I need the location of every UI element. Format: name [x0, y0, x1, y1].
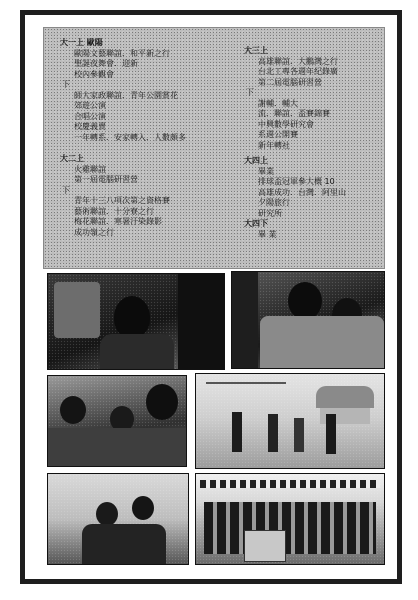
photo-group-outdoor [47, 375, 187, 467]
dark-background [178, 274, 224, 369]
activity-line: 夕陽旅行 [258, 198, 290, 207]
person-standing [294, 418, 304, 452]
activity-line: 青年十三八項次第之資格賽 [74, 196, 170, 205]
activity-line: 畢業 [258, 166, 274, 176]
activity-line: 流．聯誼．盃賽錦賽 [258, 109, 330, 118]
yearbook-page [20, 10, 402, 584]
students-bodies [260, 316, 384, 368]
year-heading: 大四上 [244, 156, 268, 165]
activity-line: 高雄成功．台灣．阿里山 [258, 187, 346, 197]
students-bodies [82, 524, 166, 564]
year-heading: 大二上 [60, 154, 84, 163]
student-head [96, 502, 118, 526]
activity-line: 合唱公演 [74, 111, 106, 121]
banner-strip [200, 480, 380, 488]
column-right-top [244, 46, 380, 151]
year-heading: 大四下 [244, 219, 268, 228]
activity-line: 師大家政聯誼．青年公園賞花 [74, 90, 178, 100]
photo-two-students [47, 473, 189, 565]
lab-equipment [54, 282, 100, 338]
student-head [132, 496, 154, 520]
activity-line: 成功嶺之行 [74, 227, 114, 237]
year-heading: 大三上 [244, 46, 268, 55]
activity-line: 下 [62, 80, 70, 89]
activity-line: 中興數學研究會 [258, 119, 314, 129]
column-left-top [60, 38, 220, 143]
student-body [100, 334, 174, 370]
activity-line: 高雄聯誼．大鵬灣之行 [258, 56, 338, 66]
activity-line: 第一屆電腦研習營 [74, 175, 138, 184]
activity-line: 梅花聯誼．寒暑汙染錄影 [74, 217, 162, 226]
activity-line: 下 [246, 88, 254, 97]
person-standing [232, 412, 242, 452]
dark-background [232, 272, 258, 368]
student-head [288, 282, 322, 320]
person-standing [326, 414, 336, 454]
activity-line: 台北工專各週年紀錄廣 [258, 67, 338, 76]
activity-line: 下 [62, 185, 70, 195]
activity-line: 第二屆電腦研習營 [258, 77, 322, 87]
activity-line: 校內參觀會 [74, 69, 114, 79]
activity-line: 研究所 [258, 208, 282, 218]
photo-students-experiment [231, 271, 385, 369]
year-heading: 大一上 歐陽 [60, 38, 103, 47]
flag-line [206, 382, 286, 408]
photo-lab-microscope [47, 273, 225, 370]
activity-line: 畢 業 [258, 229, 277, 239]
activity-line: 系週公開賽 [258, 130, 298, 139]
photo-memorial-hall [195, 373, 385, 469]
held-sign [244, 530, 286, 562]
column-left-bottom [60, 154, 220, 238]
activity-line: 排球盃冠軍參大概 10 [258, 177, 335, 186]
person-head [60, 396, 86, 424]
people-bodies [48, 428, 186, 466]
activity-line: 郊遊公演 [74, 101, 106, 110]
activity-line: 謝輔．輔大 [258, 98, 298, 108]
person-head [146, 384, 178, 420]
activity-text-box [43, 27, 385, 269]
activity-line: 校慶義賣 [74, 122, 106, 131]
photo-group-banner [195, 473, 385, 565]
activity-line: 歐陽文藝聯誼．和平新之行 [74, 48, 170, 58]
gate-roof [316, 386, 374, 408]
student-head [114, 296, 150, 338]
activity-line: 火雞聯誼 [74, 164, 106, 174]
activity-line: 聖誕夜舞會．迎新 [74, 59, 138, 68]
person-standing [268, 414, 278, 452]
column-right-bottom [244, 156, 380, 240]
activity-line: 藝術聯誼．十分寮之行 [74, 206, 154, 216]
group-people [204, 502, 376, 554]
activity-line: 一年轉系．安家轉入．人數頗多 [74, 132, 186, 142]
activity-line: 新年轉社 [258, 140, 290, 150]
